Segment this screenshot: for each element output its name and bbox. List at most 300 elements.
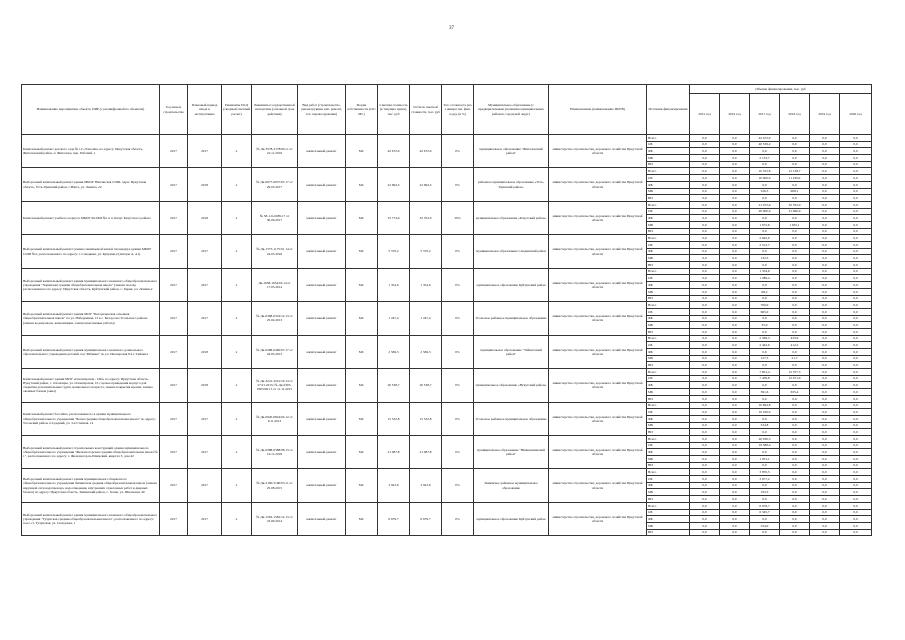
amount-cell: 0,0	[810, 168, 840, 175]
amount-cell: 0,0	[720, 529, 750, 536]
amount-cell: 0,0	[840, 489, 872, 496]
contractor-body: министерство строительства, дорожного хозяйства Иркутской области	[549, 302, 647, 335]
amount-cell: 0,0	[690, 496, 720, 503]
amount-cell: 0,0	[720, 429, 750, 436]
object-name: Выборочный капитальный ремонт здания МКОУ Юнгинская СОШ, адрес Иркутская область, Усть-Удинский район, с.Юнга, ул. Ленина, 22	[22, 168, 160, 201]
amount-cell: 2 512,7	[750, 242, 780, 249]
amount-cell: 0,0	[690, 268, 720, 275]
psd-mark: х	[222, 469, 252, 502]
amount-cell: 0,0	[690, 362, 720, 369]
table-row	[22, 268, 872, 275]
year-start: 2017	[160, 369, 188, 402]
amount-cell: 0,0	[780, 275, 810, 282]
amount-cell: 0,0	[720, 242, 750, 249]
work-type: капитальный ремонт	[298, 235, 346, 268]
amount-cell: 0,0	[840, 375, 872, 382]
amount-cell: 0,0	[840, 315, 872, 322]
amount-cell: 0,0	[810, 375, 840, 382]
amount-cell: 0,0	[690, 288, 720, 295]
amount-cell: 0,0	[840, 369, 872, 376]
year-start: 2017	[160, 135, 188, 168]
psd-mark: х	[222, 201, 252, 234]
amount-cell: 0,0	[780, 268, 810, 275]
readiness-percent: 0%	[442, 168, 474, 201]
amount-cell: 0,0	[780, 516, 810, 523]
amount-cell: 0,0	[840, 482, 872, 489]
amount-cell: 0,0	[780, 288, 810, 295]
funding-source: МБ	[647, 155, 690, 162]
table-row	[22, 235, 872, 242]
amount-cell: 908,1	[780, 188, 810, 195]
amount-cell: 0,0	[690, 502, 720, 509]
amount-cell: 0,0	[720, 168, 750, 175]
amount-cell: 0,0	[720, 215, 750, 222]
expertise-details: № 38-1-6-0188-17 от 30.06.2017	[252, 201, 298, 234]
amount-cell: 10 694,8	[750, 402, 780, 409]
work-type: капитальный ремонт	[298, 268, 346, 301]
header-year-2015: 2015 год	[690, 94, 720, 135]
expertise-details: № Дк-1575-1175/01 14 от 24.05.2016	[252, 235, 298, 268]
expertise-details: № Дк-1592-1582/12.13 от 23.09.2014	[252, 502, 298, 535]
amount-cell: 0,0	[750, 496, 780, 503]
object-name: Выборочный капитальный ремонт (замена занимаемой жилой площади) в здании МБОУ СОШ №2, расположенного по адресу: г. Слюдянка, ул. Куприна,2 (литеры А, А1)	[22, 235, 160, 268]
remaining-cost: 6 679,7	[410, 502, 442, 535]
amount-cell: 0,0	[750, 181, 780, 188]
amount-cell: 334,0	[750, 522, 780, 529]
amount-cell: 0,0	[810, 248, 840, 255]
amount-cell: 0,0	[810, 315, 840, 322]
amount-cell: 0,0	[690, 349, 720, 356]
amount-cell: 0,0	[690, 342, 720, 349]
amount-cell: 0,0	[840, 442, 872, 449]
funding-source: ВИ	[647, 362, 690, 369]
amount-cell: 0,0	[810, 435, 840, 442]
work-type: капитальный ремонт	[298, 402, 346, 435]
year-start: 2017	[160, 402, 188, 435]
amount-cell: 0,0	[690, 402, 720, 409]
amount-cell: 0,0	[810, 135, 840, 142]
amount-cell: 0,0	[750, 429, 780, 436]
amount-cell: 0,0	[690, 522, 720, 529]
amount-cell: 0,0	[780, 302, 810, 309]
amount-cell: 0,0	[750, 415, 780, 422]
amount-cell: 0,0	[810, 195, 840, 202]
amount-cell: 0,0	[840, 282, 872, 289]
year-input: 2018	[188, 201, 222, 234]
psd-mark: х	[222, 168, 252, 201]
contractor-body: министерство строительства, дорожного хозяйства Иркутской области	[549, 335, 647, 368]
amount-cell: 0,0	[810, 302, 840, 309]
expertise-details: № Дк-0368-0319/12.13 от 25.02.2013	[252, 302, 298, 335]
amount-cell: 0,0	[840, 382, 872, 389]
amount-cell: 0,0	[690, 262, 720, 269]
amount-cell: 0,0	[780, 135, 810, 142]
amount-cell: 0,0	[810, 502, 840, 509]
amount-cell: 0,0	[780, 155, 810, 162]
page-number: 37	[449, 26, 454, 31]
object-name: Выборочный капитальный ремонт здания МОУ "Белореченская основная общеобразовательная школа" по ул. Набережная, 13 в с. Белоусово Усольского района (замена водопровода, канализации, электромонтажные работы)	[22, 302, 160, 335]
amount-cell: 0,0	[780, 415, 810, 422]
amount-cell: 0,0	[690, 389, 720, 396]
ownership-form: МС	[346, 369, 378, 402]
amount-cell: 20 000,0	[750, 208, 780, 215]
amount-cell: 0,0	[690, 422, 720, 429]
funding-source: ФБ	[647, 148, 690, 155]
funding-source: ОБ	[647, 242, 690, 249]
amount-cell: 0,0	[810, 402, 840, 409]
amount-cell: 0,0	[840, 469, 872, 476]
work-type: капитальный ремонт	[298, 135, 346, 168]
municipality: муниципальное образование "Тайшетский район"	[474, 335, 549, 368]
amount-cell: 0,0	[720, 516, 750, 523]
funding-source: МБ	[647, 522, 690, 529]
amount-cell: 0,0	[690, 221, 720, 228]
contractor-body: министерство строительства, дорожного хозяйства Иркутской области	[549, 369, 647, 402]
ownership-form: МС	[346, 435, 378, 468]
amount-cell: 0,0	[810, 235, 840, 242]
amount-cell: 0,0	[750, 395, 780, 402]
amount-cell: 0,0	[810, 328, 840, 335]
amount-cell: 0,0	[780, 328, 810, 335]
municipality: муниципальное образование "Нижнеилимский район"	[474, 435, 549, 468]
estimate-cost: 21 087,8	[378, 435, 410, 468]
amount-cell: 0,0	[720, 456, 750, 463]
amount-cell: 0,0	[810, 469, 840, 476]
amount-cell: 0,0	[840, 215, 872, 222]
amount-cell: 0,0	[690, 255, 720, 262]
amount-cell: 0,0	[810, 342, 840, 349]
amount-cell: 0,0	[720, 235, 750, 242]
amount-cell: 0,0	[720, 462, 750, 469]
funding-source: ФБ	[647, 482, 690, 489]
readiness-percent: 0%	[442, 435, 474, 468]
amount-cell: 0,0	[840, 221, 872, 228]
amount-cell: 0,0	[780, 522, 810, 529]
amount-cell: 0,0	[840, 322, 872, 329]
remaining-cost: 1 247,4	[410, 302, 442, 335]
amount-cell: 0,0	[720, 181, 750, 188]
funding-source: Всего	[647, 335, 690, 342]
amount-cell: 0,0	[750, 462, 780, 469]
amount-cell: 0,0	[780, 529, 810, 536]
amount-cell: 0,0	[720, 489, 750, 496]
amount-cell: 0,0	[840, 308, 872, 315]
amount-cell: 635,4	[780, 389, 810, 396]
funding-source: ФБ	[647, 282, 690, 289]
amount-cell: 0,0	[690, 295, 720, 302]
ownership-form: МС	[346, 402, 378, 435]
year-input: 2017	[188, 268, 222, 301]
contractor-body: министерство строительства, дорожного хозяйства Иркутской области	[549, 402, 647, 435]
amount-cell: 0,0	[720, 308, 750, 315]
amount-cell: 0,0	[720, 509, 750, 516]
estimate-cost: 53 774,6	[378, 201, 410, 234]
amount-cell: 0,0	[690, 148, 720, 155]
work-type: капитальный ремонт	[298, 502, 346, 535]
amount-cell: 0,0	[810, 262, 840, 269]
amount-cell: 0,0	[780, 476, 810, 483]
header-name: Наименование мероприятия, объекта, ПИР (с расшифровкой по объектам)	[22, 85, 160, 135]
amount-cell: 0,0	[690, 509, 720, 516]
amount-cell: 1 286,4	[750, 275, 780, 282]
funding-source: ФБ	[647, 315, 690, 322]
amount-cell: 0,0	[780, 242, 810, 249]
amount-cell: 0,0	[810, 422, 840, 429]
funding-source: МБ	[647, 188, 690, 195]
amount-cell: 0,0	[780, 308, 810, 315]
amount-cell: 0,0	[720, 322, 750, 329]
amount-cell: 40 539,2	[750, 141, 780, 148]
amount-cell: 0,0	[720, 302, 750, 309]
amount-cell: 0,0	[750, 449, 780, 456]
amount-cell: 0,0	[810, 228, 840, 235]
amount-cell: 433,9	[780, 335, 810, 342]
amount-cell: 0,0	[780, 402, 810, 409]
funding-source: ОБ	[647, 509, 690, 516]
amount-cell: 0,0	[810, 275, 840, 282]
amount-cell: 12 071,9	[780, 375, 810, 382]
amount-cell: 0,0	[750, 148, 780, 155]
expertise-details: № Дк-3160-3160/03.11 от 25.08.2015	[252, 469, 298, 502]
table-row	[22, 435, 872, 442]
contractor-body: министерство строительства, дорожного хозяйства Иркутской области	[549, 268, 647, 301]
amount-cell: 0,0	[810, 442, 840, 449]
funding-source: ОБ	[647, 476, 690, 483]
amount-cell: 534,8	[750, 422, 780, 429]
contractor-body: министерство строительства, дорожного хозяйства Иркутской области	[549, 168, 647, 201]
table-row	[22, 502, 872, 509]
amount-cell: 0,0	[840, 242, 872, 249]
amount-cell: 0,0	[810, 482, 840, 489]
amount-cell: 0,0	[690, 308, 720, 315]
year-start: 2017	[160, 268, 188, 301]
amount-cell: 0,0	[720, 476, 750, 483]
header-year-2019: 2019 год	[810, 94, 840, 135]
amount-cell: 0,0	[720, 175, 750, 182]
estimate-cost: 15 522,8	[378, 402, 410, 435]
funding-source: МБ	[647, 422, 690, 429]
remaining-cost: 22 694,5	[410, 168, 442, 201]
amount-cell: 0,0	[750, 282, 780, 289]
amount-cell: 0,0	[840, 288, 872, 295]
amount-cell: 0,0	[840, 415, 872, 422]
amount-cell: 0,0	[690, 435, 720, 442]
psd-mark: х	[222, 369, 252, 402]
amount-cell: 0,0	[720, 228, 750, 235]
amount-cell: 0,0	[780, 449, 810, 456]
table-row	[22, 168, 872, 175]
year-start: 2017	[160, 168, 188, 201]
amount-cell: 0,0	[840, 155, 872, 162]
amount-cell: 526,3	[750, 188, 780, 195]
funding-source: ОБ	[647, 141, 690, 148]
amount-cell: 193,3	[750, 489, 780, 496]
funding-source: Всего	[647, 268, 690, 275]
amount-cell: 0,0	[780, 509, 810, 516]
amount-cell: 0,0	[720, 402, 750, 409]
amount-cell: 0,0	[810, 215, 840, 222]
amount-cell: 0,0	[810, 288, 840, 295]
amount-cell: 0,0	[810, 509, 840, 516]
amount-cell: 0,0	[720, 369, 750, 376]
amount-cell: 0,0	[840, 181, 872, 188]
amount-cell: 0,0	[690, 442, 720, 449]
amount-cell: 0,0	[690, 228, 720, 235]
funding-source: ВИ	[647, 228, 690, 235]
amount-cell: 0,0	[780, 435, 810, 442]
amount-cell: 0,0	[690, 375, 720, 382]
estimate-cost: 5 570,2	[378, 235, 410, 268]
amount-cell: 0,0	[780, 215, 810, 222]
amount-cell: 0,0	[810, 322, 840, 329]
amount-cell: 10 160,0	[750, 409, 780, 416]
municipality: Усольское районное муниципальное образование	[474, 302, 549, 335]
amount-cell: 0,0	[750, 529, 780, 536]
amount-cell: 6 345,7	[750, 509, 780, 516]
amount-cell: 7 439,8	[750, 375, 780, 382]
amount-cell: 0,0	[780, 161, 810, 168]
year-input: 2017	[188, 435, 222, 468]
municipality: муниципальное образование Куйтунский район	[474, 502, 549, 535]
amount-cell: 0,0	[840, 409, 872, 416]
funding-source: Всего	[647, 502, 690, 509]
amount-cell: 68,2	[750, 288, 780, 295]
amount-cell: 0,0	[840, 302, 872, 309]
amount-cell: 1 354,6	[750, 268, 780, 275]
municipality: муниципальное образование «Качугский район»	[474, 201, 549, 234]
ownership-form: МС	[346, 469, 378, 502]
funding-source: ВИ	[647, 262, 690, 269]
remaining-cost: 20 538,7	[410, 369, 442, 402]
amount-cell: 0,0	[840, 496, 872, 503]
header-estimate: Сметная стоимость (в текущих ценах), тыс. руб	[378, 85, 410, 135]
object-name: Выборочный капитальный ремонт здания муниципального казенного общеобразовательного учреждения "Харикская средняя общеобразовательная школа" (замена полов), расположенного по адресу: Иркутская область, Куйтунский район, с. Харик, ул. Ленина,2	[22, 268, 160, 301]
amount-cell: 0,0	[840, 502, 872, 509]
year-input: 2018	[188, 335, 222, 368]
expertise-details: № Дк-0920-0824/04.12 от 6.11.2013	[252, 402, 298, 435]
amount-cell: 0,0	[690, 328, 720, 335]
amount-cell: 0,0	[690, 456, 720, 463]
amount-cell: 0,0	[810, 295, 840, 302]
remaining-cost: 1 354,6	[410, 268, 442, 301]
remaining-cost: 32 702,0	[410, 201, 442, 234]
work-type: капитальный ремонт	[298, 369, 346, 402]
amount-cell: 0,0	[690, 188, 720, 195]
ownership-form: МС	[346, 335, 378, 368]
amount-cell: 0,0	[840, 255, 872, 262]
amount-cell: 0,0	[690, 168, 720, 175]
readiness-percent: 0%	[442, 469, 474, 502]
readiness-percent: 39%	[442, 201, 474, 234]
amount-cell: 32 702,0	[780, 201, 810, 208]
amount-cell: 0,0	[750, 328, 780, 335]
funding-source: ВИ	[647, 295, 690, 302]
amount-cell: 0,0	[690, 201, 720, 208]
amount-cell: 0,0	[720, 135, 750, 142]
funding-source: ВИ	[647, 161, 690, 168]
ownership-form: МС	[346, 235, 378, 268]
municipality: муниципальное образование «Нукутский район»	[474, 369, 549, 402]
funding-source: МБ	[647, 288, 690, 295]
expertise-details: № Дк-0388-0388/08.13 от 19.11.2018	[252, 435, 298, 468]
amount-cell: 0,0	[780, 255, 810, 262]
amount-cell: 1 031,1	[750, 456, 780, 463]
amount-cell: 0,0	[840, 208, 872, 215]
amount-cell: 19 588,4	[750, 442, 780, 449]
amount-cell: 0,0	[780, 315, 810, 322]
amount-cell: 0,0	[840, 449, 872, 456]
amount-cell: 0,0	[690, 462, 720, 469]
amount-cell: 0,0	[840, 349, 872, 356]
amount-cell: 0,0	[840, 342, 872, 349]
amount-cell: 0,0	[720, 382, 750, 389]
amount-cell: 0,0	[840, 235, 872, 242]
amount-cell: 0,0	[780, 248, 810, 255]
amount-cell: 0,0	[810, 409, 840, 416]
amount-cell: 0,0	[720, 355, 750, 362]
funding-source: МБ	[647, 355, 690, 362]
amount-cell: 0,0	[720, 201, 750, 208]
funding-source: ФБ	[647, 415, 690, 422]
amount-cell: 0,0	[840, 476, 872, 483]
amount-cell: 0,0	[840, 201, 872, 208]
amount-cell: 42 672,9	[750, 135, 780, 142]
remaining-cost: 2 569,3	[410, 335, 442, 368]
amount-cell: 0,0	[720, 221, 750, 228]
amount-cell: 0,0	[810, 415, 840, 422]
amount-cell: 0,0	[690, 315, 720, 322]
amount-cell: 0,0	[840, 295, 872, 302]
remaining-cost: 42 672,9	[410, 135, 442, 168]
amount-cell: 0,0	[690, 302, 720, 309]
amount-cell: 0,0	[840, 522, 872, 529]
year-start: 2017	[160, 302, 188, 335]
funding-source: ВИ	[647, 195, 690, 202]
header-psd: Реквизиты ПСД (сводный сметный расчет)	[222, 85, 252, 135]
header-year-2017: 2017 год	[750, 94, 780, 135]
funding-source: ВИ	[647, 496, 690, 503]
psd-mark: х	[222, 135, 252, 168]
amount-cell: 0,0	[720, 469, 750, 476]
year-input: 2018	[188, 168, 222, 201]
amount-cell: 0,0	[810, 175, 840, 182]
amount-cell: 0,0	[720, 449, 750, 456]
amount-cell: 0,0	[720, 295, 750, 302]
amount-cell: 0,0	[690, 449, 720, 456]
year-input: 2017	[188, 502, 222, 535]
amount-cell: 6 679,7	[750, 502, 780, 509]
contractor-body: министерство строительства, дорожного хозяйства Иркутской области	[549, 469, 647, 502]
amount-cell: 0,0	[690, 175, 720, 182]
funding-source: МБ	[647, 489, 690, 496]
funding-source: ФБ	[647, 215, 690, 222]
table-row	[22, 369, 872, 376]
amount-cell: 0,0	[690, 248, 720, 255]
amount-cell: 0,0	[810, 496, 840, 503]
amount-cell: 2 442,0	[750, 342, 780, 349]
amount-cell: 0,0	[690, 215, 720, 222]
psd-mark: х	[222, 502, 252, 535]
amount-cell: 0,0	[780, 295, 810, 302]
amount-cell: 0,0	[780, 489, 810, 496]
amount-cell: 0,0	[840, 429, 872, 436]
remaining-cost: 15 522,8	[410, 402, 442, 435]
amount-cell: 0,0	[750, 349, 780, 356]
amount-cell: 412,2	[780, 342, 810, 349]
amount-cell: 0,0	[690, 529, 720, 536]
amount-cell: 0,0	[810, 242, 840, 249]
amount-cell: 0,0	[780, 462, 810, 469]
